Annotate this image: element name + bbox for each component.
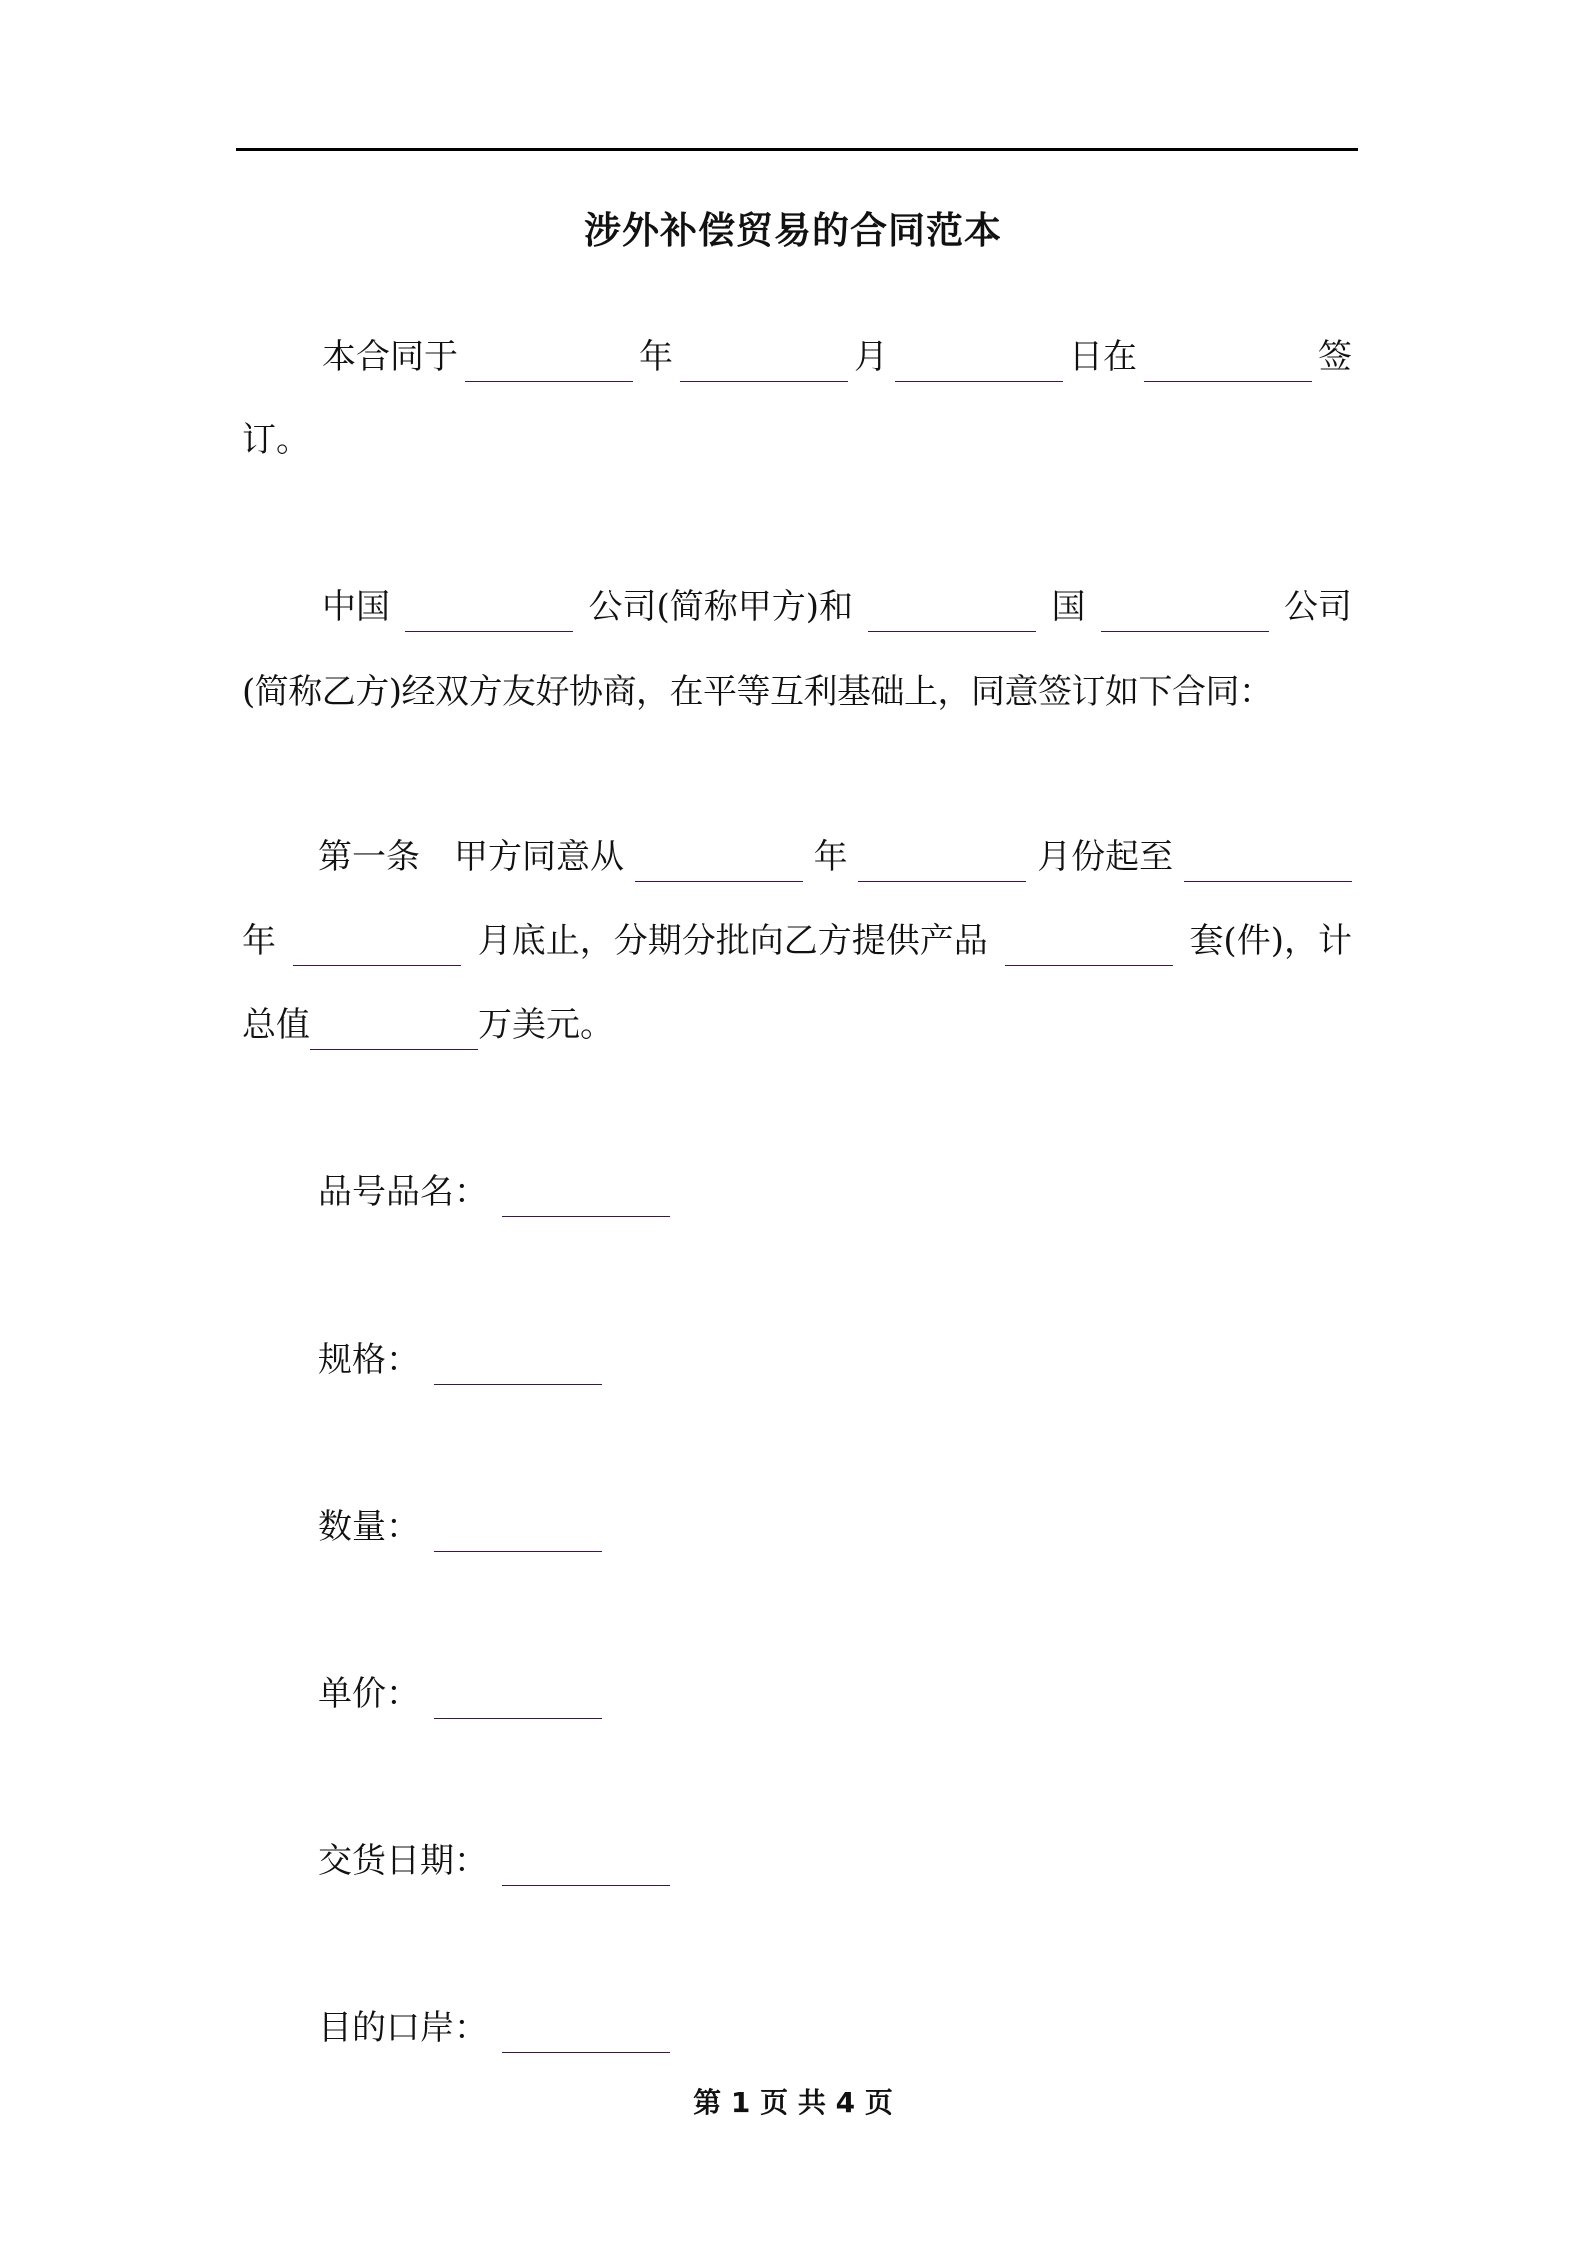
text: 中国 <box>322 587 390 627</box>
field-label: 数量： <box>318 1507 420 1547</box>
field-destination-port <box>318 2003 670 2053</box>
specification-blank[interactable] <box>434 1348 602 1385</box>
text: 国 <box>1051 587 1086 627</box>
field-label: 规格： <box>318 1340 420 1380</box>
header-rule <box>236 148 1358 151</box>
text: 总值 <box>242 1005 310 1045</box>
text: 年 <box>639 337 673 377</box>
para2-line1 <box>322 582 1352 632</box>
document-title: 涉外补偿贸易的合同范本 <box>584 208 1002 252</box>
text: 签 <box>1318 337 1352 377</box>
end-year-blank[interactable] <box>1184 845 1352 882</box>
end-month-blank[interactable] <box>293 929 461 966</box>
year-blank[interactable] <box>465 345 633 382</box>
quantity-blank[interactable] <box>434 1515 602 1552</box>
text: 万美元。 <box>478 1005 614 1045</box>
article1-line3 <box>242 1000 614 1050</box>
text: 日在 <box>1069 337 1137 377</box>
start-month-blank[interactable] <box>858 845 1026 882</box>
field-label: 交货日期： <box>318 1841 488 1881</box>
product-quantity-blank[interactable] <box>1005 929 1173 966</box>
field-label: 目的口岸： <box>318 2008 488 2048</box>
text: 年 <box>813 837 848 877</box>
start-year-blank[interactable] <box>635 845 803 882</box>
page-number: 第 1 页 共 4 页 <box>693 2086 893 2119</box>
article1-line1 <box>318 832 1352 882</box>
month-blank[interactable] <box>680 345 848 382</box>
text: 第一条 甲方同意从 <box>318 837 624 877</box>
text: 套(件)，计 <box>1189 921 1352 961</box>
day-blank[interactable] <box>895 345 1063 382</box>
article1-line2 <box>242 916 1352 966</box>
text: 年 <box>242 921 276 961</box>
text: 本合同于 <box>322 337 458 377</box>
field-quantity <box>318 1502 602 1552</box>
total-value-blank[interactable] <box>310 1013 478 1050</box>
text: 月份起至 <box>1037 837 1174 877</box>
destination-port-blank[interactable] <box>502 2016 670 2053</box>
unit-price-blank[interactable] <box>434 1682 602 1719</box>
text: 公司(简称甲方)和 <box>588 587 853 627</box>
delivery-date-blank[interactable] <box>502 1849 670 1886</box>
place-blank[interactable] <box>1144 345 1312 382</box>
field-unit-price <box>318 1669 602 1719</box>
party-b-country-blank[interactable] <box>868 595 1036 632</box>
field-product-name <box>318 1167 670 1217</box>
field-label: 品号品名： <box>318 1172 488 1212</box>
product-name-blank[interactable] <box>502 1180 670 1217</box>
para2-line2: (简称乙方)经双方友好协商，在平等互利基础上，同意签订如下合同： <box>242 672 1273 712</box>
field-delivery-date <box>318 1836 670 1886</box>
party-a-company-blank[interactable] <box>405 595 573 632</box>
party-b-company-blank[interactable] <box>1101 595 1269 632</box>
field-label: 单价： <box>318 1674 420 1714</box>
para1-line2: 订。 <box>242 420 310 460</box>
text: 月底止，分期分批向乙方提供产品 <box>477 921 988 961</box>
text: 公司 <box>1283 587 1352 627</box>
text: 月 <box>854 337 888 377</box>
para1-line1 <box>322 332 1352 382</box>
field-specification <box>318 1335 602 1385</box>
